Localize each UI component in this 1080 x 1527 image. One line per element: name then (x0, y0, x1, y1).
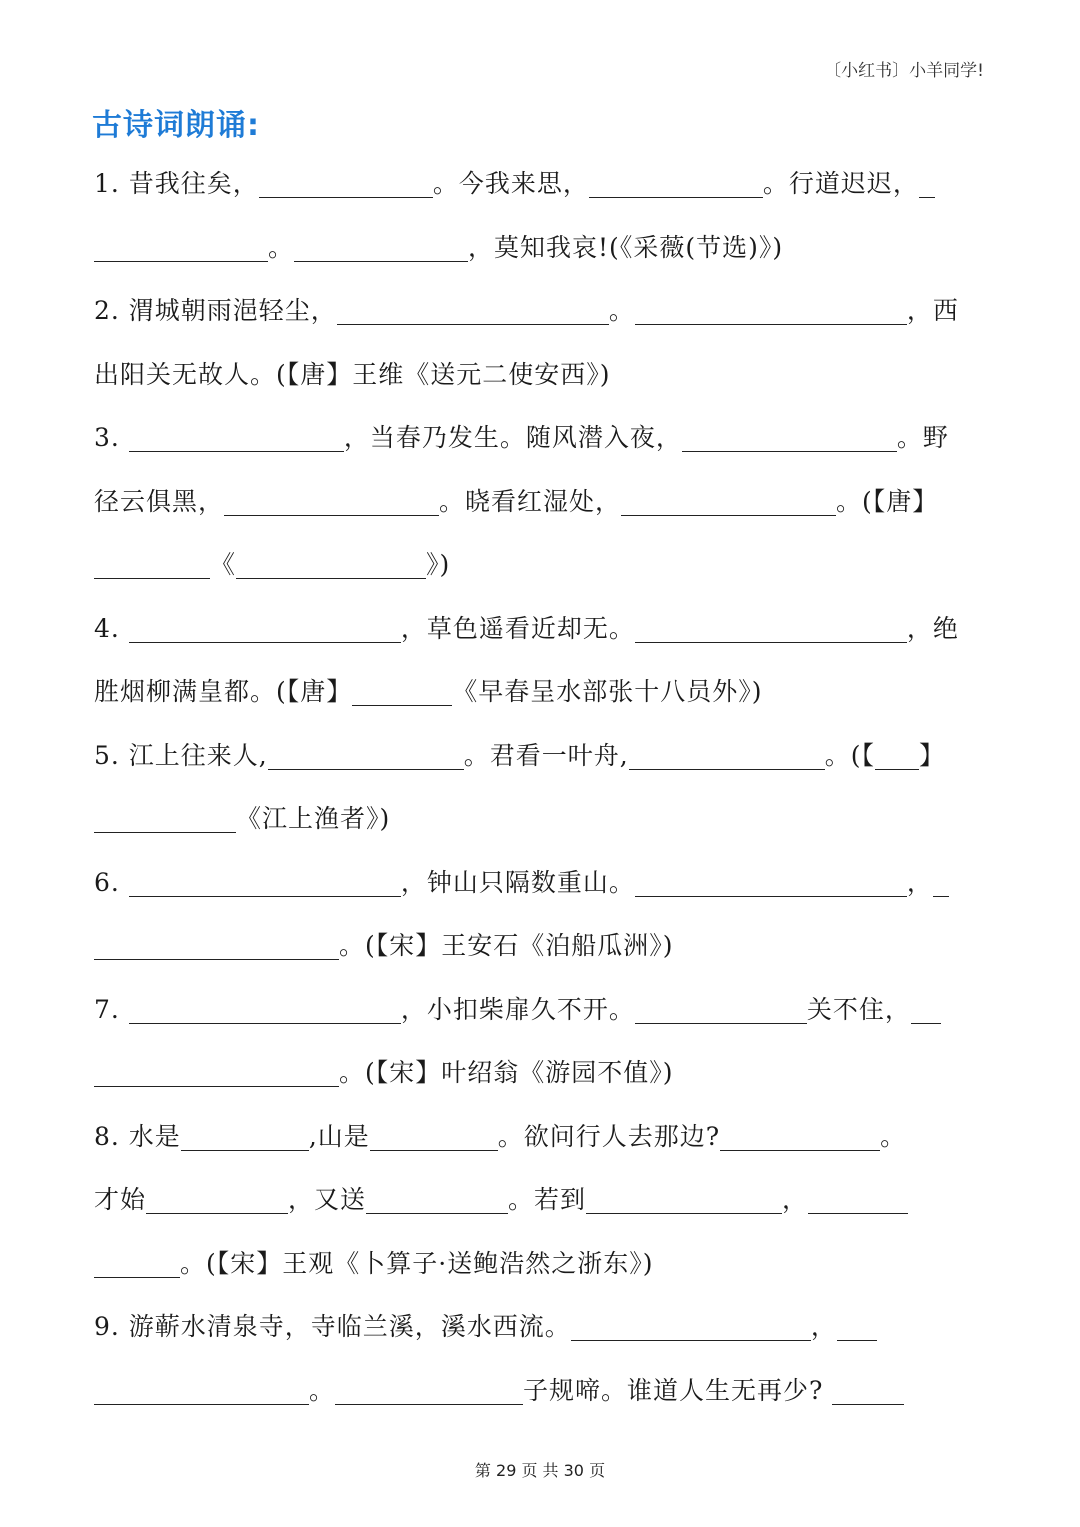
line-2 (94, 216, 986, 280)
blank[interactable] (94, 804, 236, 834)
blank[interactable] (682, 423, 897, 453)
text-segment: 8. 水是 (94, 1121, 181, 1151)
text-segment: ，又送 (288, 1185, 367, 1214)
text-segment: ，小扣柴扉久不开。 (400, 994, 635, 1024)
blank[interactable] (837, 1312, 877, 1342)
blank[interactable] (94, 232, 268, 262)
blank[interactable] (94, 550, 210, 580)
text-segment: ，莫知我哀!(《采薇(节选)》) (468, 232, 784, 262)
text-segment: 3. (94, 423, 120, 452)
text-segment: ， (810, 1312, 837, 1341)
text-segment: ，草色遥看近却无。 (400, 613, 635, 643)
blank[interactable] (635, 296, 907, 326)
line-11 (94, 787, 986, 851)
text-segment: 7. (94, 994, 120, 1024)
blank[interactable] (589, 169, 763, 199)
text-segment: 。 (608, 296, 635, 325)
blank[interactable] (366, 1185, 508, 1215)
text-segment: 径云俱黑， (94, 486, 225, 516)
blank[interactable] (236, 550, 426, 580)
blank[interactable] (720, 1121, 880, 1151)
text-segment: 4. (94, 613, 120, 643)
blank[interactable] (933, 867, 949, 897)
text-segment: 。 (309, 1375, 336, 1405)
text-segment: 。(【宋】叶绍翁《游园不值》) (339, 1058, 674, 1087)
blank[interactable] (337, 296, 609, 326)
text-segment: 才始 (94, 1185, 147, 1214)
text-segment: 。今我来思， (432, 169, 589, 198)
text-segment: 胜烟柳满皇都。(【唐】 (94, 677, 353, 706)
line-17 (94, 1168, 986, 1232)
blank[interactable] (832, 1375, 904, 1405)
text-segment: 。(【 (824, 740, 875, 770)
blank[interactable] (224, 486, 439, 516)
line-8 (94, 597, 986, 661)
text-segment: ,山是 (308, 1121, 370, 1151)
line-10 (94, 724, 986, 788)
blank[interactable] (129, 994, 401, 1024)
text-segment: 。 (880, 1121, 907, 1151)
blank[interactable] (875, 740, 919, 770)
text-segment: 。(【唐】 (836, 486, 939, 516)
text-segment: 《 (210, 550, 237, 579)
line-18 (94, 1232, 986, 1296)
blank[interactable] (129, 867, 401, 897)
blank[interactable] (586, 1185, 782, 1215)
text-segment: 《江上渔者》) (236, 804, 391, 833)
text-segment: 出阳关无故人。(【唐】王维《送元二使安西》) (94, 359, 611, 389)
blank[interactable] (94, 1248, 180, 1278)
blank[interactable] (94, 931, 339, 961)
line-9 (94, 660, 986, 724)
blank[interactable] (571, 1312, 811, 1342)
text-segment: 6. (94, 867, 120, 897)
line-1 (94, 152, 986, 216)
line-4 (94, 343, 986, 407)
line-16 (94, 1105, 986, 1169)
line-12 (94, 851, 986, 915)
text-segment: 。野 (896, 423, 949, 452)
blank[interactable] (259, 169, 433, 199)
text-segment: ，西 (906, 296, 959, 325)
blank[interactable] (181, 1121, 309, 1151)
blank[interactable] (621, 486, 836, 516)
text-segment: 》) (426, 550, 451, 579)
text-segment: 。若到 (508, 1185, 587, 1214)
text-segment: 关不住， (806, 994, 911, 1024)
text-segment: ，钟山只隔数重山。 (400, 867, 635, 897)
watermark-text: 〔小红书〕小羊同学! (824, 61, 984, 81)
blank[interactable] (94, 1058, 339, 1088)
text-segment: 5. 江上往来人, (94, 740, 268, 770)
line-15 (94, 1041, 986, 1105)
text-segment: 《早春呈水部张十八员外》) (452, 677, 763, 706)
blank[interactable] (335, 1375, 523, 1405)
text-segment: 】 (918, 740, 945, 770)
blank[interactable] (94, 1375, 309, 1405)
blank[interactable] (370, 1121, 498, 1151)
text-segment: 2. 渭城朝雨浥轻尘， (94, 296, 337, 325)
text-segment: 。行道迟迟， (762, 169, 919, 198)
line-3 (94, 279, 986, 343)
blank[interactable] (919, 169, 935, 199)
blank[interactable] (268, 740, 464, 770)
blank[interactable] (146, 1185, 288, 1215)
text-segment: 。(【宋】王安石《泊船瓜洲》) (339, 931, 674, 960)
text-segment: 。欲问行人去那边? (497, 1121, 721, 1151)
text-segment: ， (782, 1185, 809, 1214)
text-segment: ，绝 (906, 613, 959, 643)
line-6 (94, 470, 986, 534)
section-title: 古诗词朗诵: (92, 108, 260, 143)
text-segment: ， (906, 867, 933, 897)
blank[interactable] (808, 1185, 908, 1215)
blank[interactable] (635, 994, 807, 1024)
line-19 (94, 1295, 986, 1359)
poem-exercises (94, 152, 986, 1422)
blank[interactable] (911, 994, 941, 1024)
blank[interactable] (129, 423, 344, 453)
blank[interactable] (129, 613, 401, 643)
line-13 (94, 914, 986, 978)
text-segment: 子规啼。谁道人生无再少? (523, 1375, 824, 1405)
blank[interactable] (294, 232, 468, 262)
page-footer: 第 29 页 共 30 页 (474, 1461, 606, 1480)
blank[interactable] (635, 613, 907, 643)
text-segment: 。(【宋】王观《卜算子·送鲍浩然之浙东》) (180, 1248, 654, 1278)
line-5 (94, 406, 986, 470)
blank[interactable] (352, 677, 452, 707)
line-14 (94, 978, 986, 1042)
line-20 (94, 1359, 986, 1423)
text-segment: 。 (268, 232, 295, 262)
text-segment: 1. 昔我往矣， (94, 169, 259, 198)
text-segment: 。晓看红湿处， (439, 486, 622, 516)
blank[interactable] (629, 740, 825, 770)
text-segment: 9. 游蕲水清泉寺，寺临兰溪，溪水西流。 (94, 1312, 571, 1341)
text-segment: ，当春乃发生。随风潜入夜， (343, 423, 682, 452)
text-segment: 。君看一叶舟, (463, 740, 629, 770)
line-7 (94, 533, 986, 597)
blank[interactable] (635, 867, 907, 897)
